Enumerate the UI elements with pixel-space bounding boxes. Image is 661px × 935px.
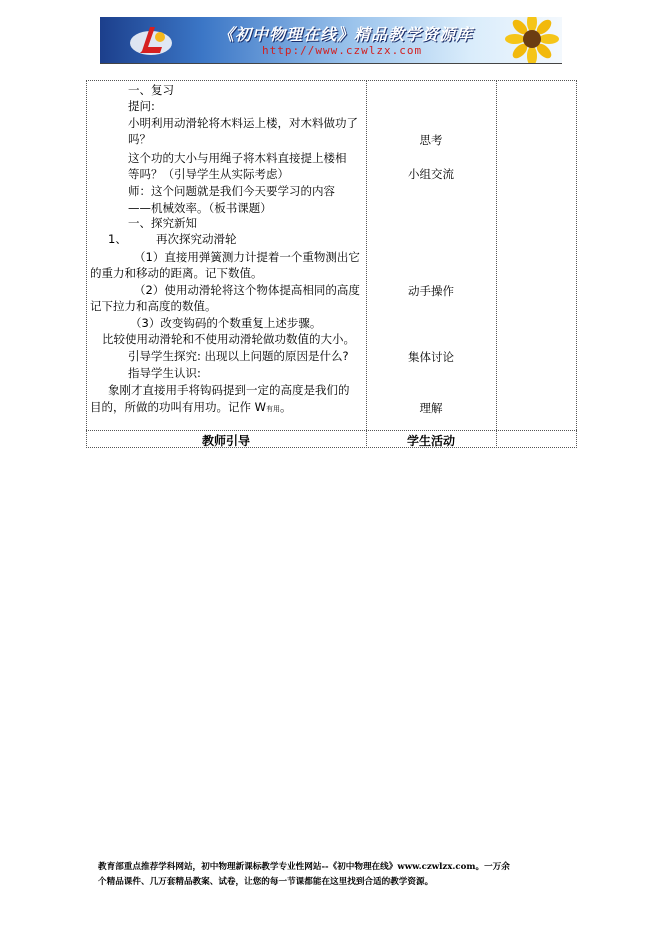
sunflower-icon — [496, 17, 562, 63]
table-border-right — [576, 80, 577, 448]
teacher-line: 小明利用动滑轮将木料运上楼，对木料做功了 — [128, 116, 358, 130]
student-activity: 思考 — [419, 133, 443, 147]
footer-line-1: 教育部重点推荐学科网站，初中物理新课标教学专业性网站--《初中物理在线》www.czwlzx.com。一万余 — [98, 862, 510, 872]
table-row-divider — [86, 430, 577, 431]
student-activity: 动手操作 — [408, 284, 454, 298]
student-activity: 集体讨论 — [408, 350, 454, 364]
teacher-line: 比较使用动滑轮和不使用动滑轮做功数值的大小。 — [102, 332, 355, 346]
student-activity: 理解 — [419, 401, 443, 415]
footer-line-2: 个精品课件、几万套精品教案、试卷，让您的每一节课都能在这里找到合适的教学资源。 — [98, 877, 434, 887]
teacher-line: 这个功的大小与用绳子将木料直接提上楼相 — [128, 151, 347, 165]
teacher-line: （1）直接用弹簧测力计提着一个重物测出它 — [134, 250, 360, 264]
teacher-line: 引导学生探究: 出现以上问题的原因是什么? — [128, 349, 349, 363]
teacher-line: 等吗？（引导学生从实际考虑） — [128, 167, 289, 181]
header-rule — [100, 63, 562, 64]
teacher-line: 提问: — [128, 99, 155, 113]
column-divider-2 — [496, 80, 497, 448]
teacher-guidance-heading: 教师引导 — [201, 434, 250, 448]
teacher-line: 目的，所做的功叫有用功。记作 W — [90, 400, 267, 414]
site-logo-icon — [128, 23, 174, 57]
teacher-line: 一、探究新知 — [128, 216, 197, 230]
table-border-left — [86, 80, 87, 448]
teacher-line: 象刚才直接用手将钩码提到一定的高度是我们的 — [108, 383, 350, 397]
teacher-line: 的重力和移动的距离。记下数值。 — [90, 266, 263, 280]
banner-title: 《初中物理在线》精品教学资源库 — [218, 25, 474, 44]
teacher-line: 1、 再次探究动滑轮 — [108, 232, 237, 246]
table-border-top — [86, 80, 577, 81]
teacher-line: （3）改变钩码的个数重复上述步骤。 — [130, 316, 322, 330]
teacher-line: 师：这个问题就是我们今天要学习的内容 — [128, 184, 335, 198]
student-activity: 小组交流 — [408, 167, 454, 181]
teacher-line: 指导学生认识: — [128, 366, 201, 380]
teacher-line: 一、复习 — [128, 83, 174, 97]
student-activity-heading: 学生活动 — [406, 434, 455, 448]
teacher-line: 吗？ — [128, 132, 151, 146]
banner-url[interactable]: http://www.czwlzx.com — [262, 44, 423, 57]
page-footer — [98, 860, 566, 890]
teacher-line: （2）使用动滑轮将这个物体提高相同的高度 — [134, 283, 360, 297]
teacher-line: ——机械效率。（板书课题） — [128, 201, 272, 215]
header-banner — [100, 17, 562, 63]
teacher-line: 记下拉力和高度的数值。 — [90, 299, 217, 313]
lesson-table — [86, 80, 577, 448]
subscript-label: 有用 — [266, 405, 281, 413]
teacher-line-with-subscript: 目的，所做的功叫有用功。记作 W有用。 — [90, 400, 292, 414]
